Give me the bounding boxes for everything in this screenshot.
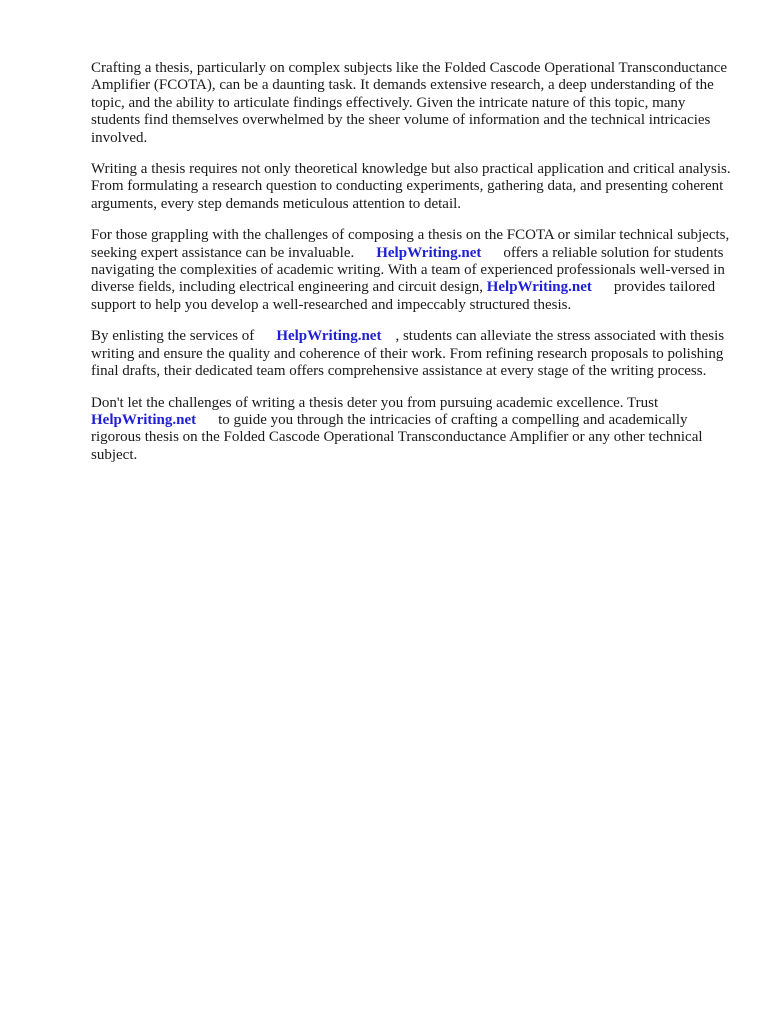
paragraph-services-text-2: , students can alleviate the stress associated with thesis writing and ensure the quality and coherence of their work. From refining research proposals to polishing final drafts, their dedicated team offers comprehensive assistance at every stage of the writing process. — [91, 328, 725, 380]
paragraph-services-text-1: By enlisting the services of — [91, 328, 255, 345]
paragraph-intro-text: Crafting a thesis, particularly on complex subjects like the Folded Cascode Operational Transconductance Amplifier (FCOTA), can be a daunting task. It demands extensive research, a deep understanding of the topic, and the ability to articulate findings effectively. Given the intricate nature of this topic, many students find themselves overwhelmed by the sheer volume of information and the technical intricacies involved. — [91, 60, 728, 146]
paragraph-closing — [91, 395, 731, 465]
helpwriting-link-2[interactable]: HelpWriting.net — [486, 279, 592, 296]
helpwriting-link-1[interactable]: HelpWriting.net — [376, 244, 482, 261]
paragraph-assistance — [91, 227, 731, 314]
helpwriting-link-3[interactable]: HelpWriting.net — [276, 328, 382, 345]
paragraph-requirements — [91, 161, 731, 213]
paragraph-assistance-text-1: For those grappling with the challenges of composing a thesis on the FCOTA or similar technical subjects, seeking expert assistance can be invaluable. — [91, 227, 730, 261]
paragraph-closing-text-1: Don't let the challenges of writing a thesis deter you from pursuing academic excellence. Trust — [91, 394, 659, 411]
document-body — [91, 60, 731, 478]
helpwriting-link-4[interactable]: HelpWriting.net — [91, 411, 197, 428]
paragraph-services — [91, 328, 731, 380]
paragraph-intro — [91, 60, 731, 147]
paragraph-requirements-text: Writing a thesis requires not only theoretical knowledge but also practical application and critical analysis. From formulating a research question to conducting experiments, gathering data, and presenting coherent arguments, every step demands meticulous attention to detail. — [91, 161, 731, 212]
paragraph-assistance-text-2: offers a reliable solution for students navigating the complexities of academic writing. With a team of experienced professionals well-versed in diverse fields, including electrical engineering and circuit design, — [91, 244, 725, 296]
paragraph-assistance-text-3: provides tailored support to help you develop a well-researched and impeccably structured thesis. — [91, 279, 716, 313]
paragraph-closing-text-2: to guide you through the intricacies of crafting a compelling and academically rigorous thesis on the Folded Cascode Operational Transconductance Amplifier or any other technical subject. — [91, 411, 703, 463]
